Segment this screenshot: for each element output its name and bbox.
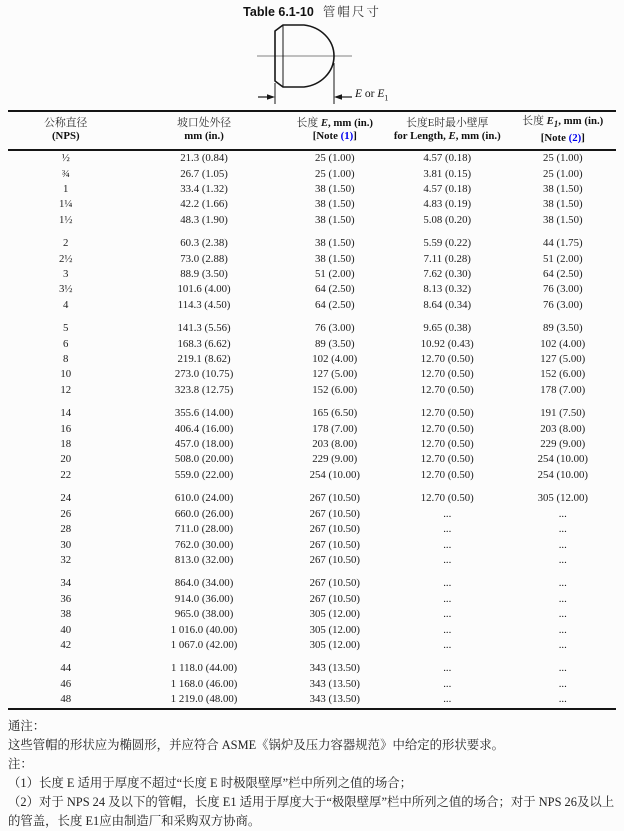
- table-row: [8, 150, 616, 166]
- min-wall-cell: ...: [443, 592, 452, 605]
- length-e1-cell: 102 (4.00): [540, 337, 586, 350]
- nps-cell: 12: [60, 383, 72, 396]
- table-row: [8, 483, 616, 506]
- length-e1-cell: 64 (2.50): [542, 268, 583, 280]
- table-row: [8, 638, 616, 653]
- table-row: [8, 383, 616, 398]
- length-e1-cell: 51 (2.00): [542, 252, 583, 265]
- min-wall-cell: 4.57 (0.18): [423, 152, 472, 165]
- od-cell: 219.1 (8.62): [177, 353, 231, 366]
- length-e-cell: 267 (10.50): [309, 492, 360, 505]
- od-cell: 323.8 (12.75): [174, 383, 234, 396]
- document-page: [0, 5, 624, 828]
- length-e1-cell: 76 (3.00): [542, 283, 583, 296]
- length-e-cell: 64 (2.50): [314, 298, 355, 311]
- table-row: [8, 313, 616, 336]
- nps-cell: 18: [60, 438, 72, 451]
- note-1-link[interactable]: (1): [340, 130, 354, 143]
- length-e-cell: 64 (2.50): [314, 283, 355, 296]
- col-header-outside-diameter: 坡口处外径 mm (in.): [124, 111, 285, 150]
- min-wall-cell: ...: [443, 623, 452, 636]
- od-cell: 73.0 (2.88): [180, 252, 228, 265]
- length-e-cell: 102 (4.00): [312, 353, 358, 366]
- nps-cell: 36: [60, 592, 72, 605]
- table-row: [8, 267, 616, 282]
- col-header-length-e1: 长度 $E_1$, mm (in.) [Note (2)]: [510, 111, 616, 150]
- min-wall-cell: 12.70 (0.50): [420, 407, 474, 420]
- table-body: [8, 150, 616, 708]
- min-wall-cell: 12.70 (0.50): [420, 453, 474, 466]
- length-e-cell: 38 (1.50): [314, 198, 355, 211]
- od-cell: 813.0 (32.00): [174, 553, 234, 566]
- table-row: [8, 568, 616, 591]
- nps-cell: 44: [60, 662, 72, 675]
- length-e1-cell: ...: [558, 592, 567, 605]
- table-row: [8, 452, 616, 467]
- length-e-cell: 38 (1.50): [314, 252, 355, 265]
- od-cell: 1 067.0 (42.00): [170, 638, 238, 651]
- length-e-cell: 343 (13.50): [309, 677, 360, 690]
- length-e1-cell: 76 (3.00): [542, 298, 583, 311]
- col-header-nps: 公称直径 (NPS): [8, 111, 124, 150]
- table-row: [8, 677, 616, 692]
- od-cell: 610.0 (24.00): [174, 492, 234, 505]
- pipe-cap-diagram: [205, 21, 419, 107]
- length-e1-cell: 89 (3.50): [542, 322, 583, 335]
- od-cell: 762.0 (30.00): [174, 538, 234, 551]
- length-e-cell: 25 (1.00): [314, 167, 355, 180]
- od-cell: 33.4 (1.32): [180, 182, 228, 195]
- min-wall-cell: ...: [443, 523, 452, 536]
- length-e-cell: 76 (3.00): [314, 322, 355, 335]
- length-e1-cell: ...: [558, 507, 567, 520]
- od-cell: 21.3 (0.84): [180, 152, 228, 165]
- length-e-cell: 267 (10.50): [309, 592, 360, 605]
- general-note-label: 通注：: [8, 718, 46, 733]
- od-cell: 457.0 (18.00): [174, 438, 234, 451]
- nps-cell: 28: [60, 523, 72, 536]
- nps-cell: 30: [60, 538, 72, 551]
- min-wall-cell: ...: [443, 608, 452, 621]
- length-e-cell: 89 (3.50): [314, 337, 355, 350]
- length-e-cell: 343 (13.50): [309, 693, 360, 706]
- table-row: [8, 468, 616, 483]
- length-e-cell: 38 (1.50): [314, 213, 355, 226]
- min-wall-cell: 8.13 (0.32): [423, 283, 472, 296]
- length-e-cell: 267 (10.50): [309, 523, 360, 536]
- nps-cell: 8: [63, 353, 69, 366]
- nps-cell: 3: [63, 268, 69, 280]
- table-row: [8, 197, 616, 212]
- length-e-cell: 203 (8.00): [312, 438, 358, 451]
- nps-cell: 5: [63, 322, 69, 335]
- od-cell: 1 219.0 (48.00): [170, 693, 238, 706]
- min-wall-cell: 3.81 (0.15): [423, 167, 472, 180]
- nps-cell: 22: [60, 468, 72, 481]
- min-wall-cell: 5.59 (0.22): [423, 237, 472, 250]
- od-cell: 864.0 (34.00): [174, 577, 234, 590]
- length-e1-cell: 203 (8.00): [540, 422, 586, 435]
- od-cell: 559.0 (22.00): [174, 468, 234, 481]
- nps-cell: 32: [60, 553, 72, 566]
- length-e1-cell: ...: [558, 523, 567, 536]
- od-cell: 114.3 (4.50): [177, 298, 231, 311]
- nps-cell: 24: [60, 492, 72, 505]
- nps-cell: 48: [60, 693, 72, 706]
- nps-cell: 2½: [59, 252, 73, 265]
- length-e1-cell: 38 (1.50): [542, 213, 583, 226]
- od-cell: 1 168.0 (46.00): [170, 677, 238, 690]
- length-e-cell: 267 (10.50): [309, 538, 360, 551]
- min-wall-cell: 12.70 (0.50): [420, 368, 474, 381]
- length-e-cell: 25 (1.00): [314, 152, 355, 165]
- nps-cell: 4: [63, 298, 69, 311]
- length-e-cell: 178 (7.00): [312, 422, 358, 435]
- nps-cell: 1¼: [59, 198, 73, 211]
- table-row: [8, 367, 616, 382]
- length-e1-cell: ...: [558, 662, 567, 675]
- od-cell: 48.3 (1.90): [180, 213, 228, 226]
- note-2-text: （2）对于 NPS 24 及以下的管帽，长度 E1 适用于厚度大于“极限壁厚”栏中所列之值的场合；对于 NPS 26及以上的管盖，长度 E1应由制造厂和采购双方协商。: [8, 794, 615, 828]
- od-cell: 273.0 (10.75): [174, 368, 234, 381]
- min-wall-cell: ...: [443, 638, 452, 651]
- table-row: [8, 252, 616, 267]
- table-row: [8, 507, 616, 522]
- min-wall-cell: 7.11 (0.28): [423, 252, 471, 265]
- min-wall-cell: 12.70 (0.50): [420, 468, 474, 481]
- length-e-cell: 38 (1.50): [314, 237, 355, 250]
- length-e-cell: 152 (6.00): [312, 383, 358, 396]
- table-row: [8, 538, 616, 553]
- table-row: [8, 653, 616, 676]
- table-row: [8, 337, 616, 352]
- col-header-min-wall: 长度E时最小壁厚 for Length, E, mm (in.): [385, 111, 510, 150]
- min-wall-cell: ...: [443, 693, 452, 706]
- length-e1-cell: 254 (10.00): [537, 453, 588, 466]
- min-wall-cell: 4.83 (0.19): [423, 198, 472, 211]
- pipe-cap-dimensions-table: [8, 110, 616, 710]
- min-wall-cell: 12.70 (0.50): [420, 492, 474, 505]
- length-e-cell: 305 (12.00): [309, 638, 360, 651]
- table-row: [8, 352, 616, 367]
- table-row: [8, 437, 616, 452]
- length-e1-cell: 254 (10.00): [537, 468, 588, 481]
- od-cell: 711.0 (28.00): [175, 523, 234, 536]
- od-cell: 26.7 (1.05): [180, 167, 228, 180]
- nps-cell: 14: [60, 407, 72, 420]
- table-row: [8, 228, 616, 251]
- min-wall-cell: ...: [443, 538, 452, 551]
- table-row: [8, 592, 616, 607]
- length-e-cell: 38 (1.50): [314, 182, 355, 195]
- length-e-cell: 267 (10.50): [309, 577, 360, 590]
- length-e1-cell: ...: [558, 577, 567, 590]
- nps-cell: ½: [61, 152, 70, 165]
- length-e1-cell: 229 (9.00): [540, 438, 586, 451]
- min-wall-cell: ...: [443, 677, 452, 690]
- length-e1-cell: ...: [558, 677, 567, 690]
- length-e1-cell: ...: [558, 693, 567, 706]
- length-e1-cell: 25 (1.00): [542, 167, 583, 180]
- length-e-cell: 343 (13.50): [309, 662, 360, 675]
- length-e-cell: 254 (10.00): [309, 468, 360, 481]
- od-cell: 1 118.0 (44.00): [170, 662, 238, 675]
- nps-cell: 34: [60, 577, 72, 590]
- nps-cell: 26: [60, 507, 72, 520]
- nps-cell: 2: [63, 237, 69, 250]
- length-e1-cell: 152 (6.00): [540, 368, 586, 381]
- od-cell: 168.3 (6.62): [177, 337, 231, 350]
- nps-cell: 1½: [59, 213, 73, 226]
- table-number: Table 6.1-10: [243, 5, 314, 19]
- nps-cell: ¾: [61, 167, 70, 180]
- length-e1-cell: ...: [558, 553, 567, 566]
- od-cell: 1 016.0 (40.00): [170, 623, 238, 636]
- od-cell: 355.6 (14.00): [174, 407, 234, 420]
- nps-cell: 16: [60, 422, 72, 435]
- length-e-cell: 305 (12.00): [309, 623, 360, 636]
- length-e1-cell: 178 (7.00): [540, 383, 586, 396]
- length-e1-cell: 305 (12.00): [537, 492, 588, 505]
- table-row: [8, 167, 616, 182]
- table-title-zh: 管帽尺寸: [322, 5, 381, 19]
- length-e1-cell: 25 (1.00): [542, 152, 583, 165]
- table-row: [8, 282, 616, 297]
- length-e1-cell: 127 (5.00): [540, 353, 586, 366]
- min-wall-cell: 12.70 (0.50): [420, 353, 474, 366]
- min-wall-cell: 8.64 (0.34): [423, 298, 472, 311]
- od-cell: 141.3 (5.56): [177, 322, 231, 335]
- min-wall-cell: 5.08 (0.20): [423, 213, 472, 226]
- note-1-text: （1）长度 E 适用于厚度不超过“长度 E 时极限壁厚”栏中所列之值的场合；: [8, 775, 413, 790]
- min-wall-cell: ...: [443, 553, 452, 566]
- header-row: [8, 111, 616, 150]
- table-row: [8, 607, 616, 622]
- note-2-link[interactable]: (2): [568, 131, 582, 144]
- nps-cell: 38: [60, 608, 72, 621]
- length-e1-cell: ...: [558, 623, 567, 636]
- min-wall-cell: ...: [443, 577, 452, 590]
- od-cell: 60.3 (2.38): [180, 237, 228, 250]
- length-e-cell: 165 (6.50): [312, 407, 358, 420]
- min-wall-cell: 9.65 (0.38): [423, 322, 472, 335]
- od-cell: 508.0 (20.00): [174, 453, 234, 466]
- length-e-cell: 267 (10.50): [309, 507, 360, 520]
- nps-cell: 6: [63, 337, 69, 350]
- col-header-length-e: 长度 E, mm (in.) [Note (1)]: [285, 111, 385, 150]
- od-cell: 965.0 (38.00): [174, 608, 234, 621]
- nps-cell: 42: [60, 638, 72, 651]
- table-row: [8, 398, 616, 421]
- table-row: [8, 692, 616, 708]
- length-e-cell: 229 (9.00): [312, 453, 358, 466]
- min-wall-cell: 12.70 (0.50): [420, 383, 474, 396]
- od-cell: 406.4 (16.00): [174, 422, 234, 435]
- min-wall-cell: 10.92 (0.43): [420, 337, 474, 350]
- length-e-cell: 51 (2.00): [314, 268, 355, 280]
- length-e1-cell: 191 (7.50): [540, 407, 586, 420]
- length-e1-cell: ...: [558, 638, 567, 651]
- table-title: [0, 5, 624, 20]
- od-cell: 42.2 (1.66): [180, 198, 228, 211]
- table-notes: [8, 717, 616, 831]
- length-e1-cell: 38 (1.50): [542, 198, 583, 211]
- nps-cell: 20: [60, 453, 72, 466]
- length-e1-cell: 38 (1.50): [542, 182, 583, 195]
- length-e1-cell: ...: [558, 538, 567, 551]
- min-wall-cell: 4.57 (0.18): [423, 182, 472, 195]
- nps-cell: 3½: [59, 283, 73, 296]
- dimension-label: E or $E_1$: [355, 88, 389, 103]
- table-row: [8, 522, 616, 537]
- table-row: [8, 298, 616, 313]
- od-cell: 660.0 (26.00): [174, 507, 234, 520]
- od-cell: 88.9 (3.50): [180, 268, 228, 280]
- length-e-cell: 127 (5.00): [312, 368, 358, 381]
- nps-cell: 1: [63, 182, 69, 195]
- min-wall-cell: ...: [443, 662, 452, 675]
- od-cell: 914.0 (36.00): [174, 592, 234, 605]
- general-note-text: 这些管帽的形状应为椭圆形，并应符合 ASME《锅炉及压力容器规范》中给定的形状要求。: [8, 737, 504, 752]
- length-e1-cell: 44 (1.75): [542, 237, 583, 250]
- table-row: [8, 623, 616, 638]
- min-wall-cell: 12.70 (0.50): [420, 438, 474, 451]
- length-e-cell: 267 (10.50): [309, 553, 360, 566]
- table-row: [8, 213, 616, 228]
- min-wall-cell: 12.70 (0.50): [420, 422, 474, 435]
- nps-cell: 40: [60, 623, 72, 636]
- min-wall-cell: ...: [443, 507, 452, 520]
- min-wall-cell: 7.62 (0.30): [423, 268, 472, 280]
- length-e-cell: 305 (12.00): [309, 608, 360, 621]
- nps-cell: 10: [60, 368, 72, 381]
- table-row: [8, 422, 616, 437]
- notes-label: 注：: [8, 756, 33, 771]
- length-e1-cell: ...: [558, 608, 567, 621]
- table-row: [8, 182, 616, 197]
- od-cell: 101.6 (4.00): [177, 283, 231, 296]
- table-row: [8, 553, 616, 568]
- nps-cell: 46: [60, 677, 72, 690]
